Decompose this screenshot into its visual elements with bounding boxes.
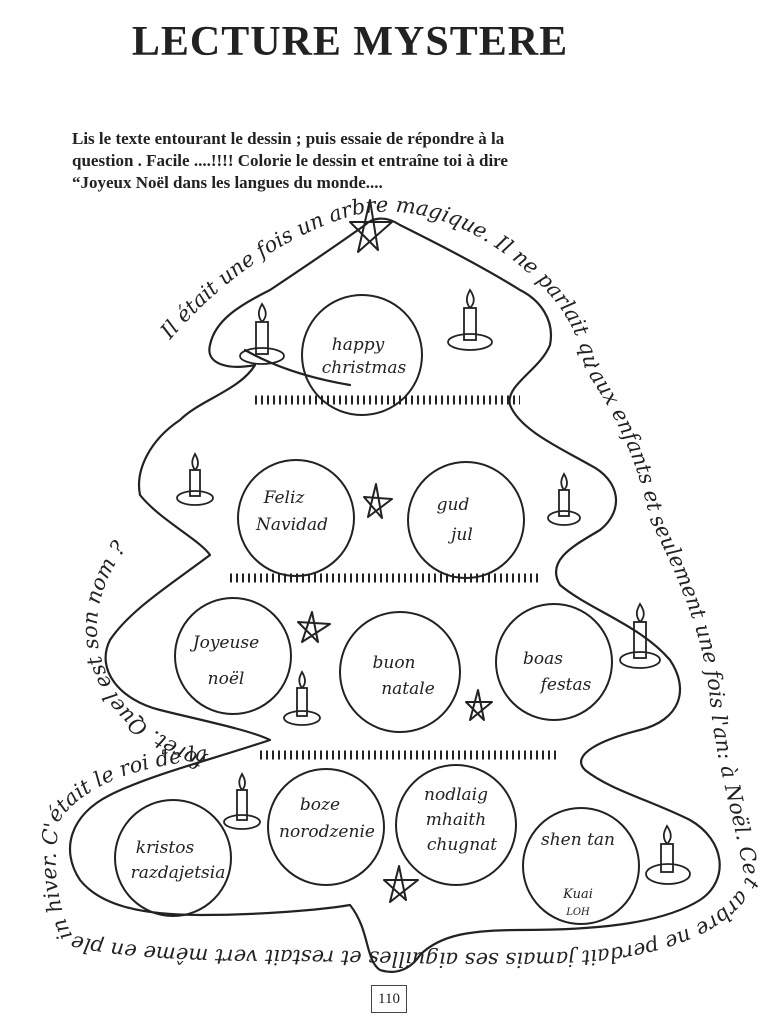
ornament-text: nodlaig xyxy=(424,785,488,805)
ornament-text: mhaith xyxy=(425,810,487,830)
ornament-text: boze xyxy=(299,795,341,815)
candle-icon xyxy=(620,604,660,668)
ornament-text: jul xyxy=(451,525,473,545)
ornament-texts xyxy=(131,335,615,918)
ornament-text: chugnat xyxy=(426,835,498,855)
candle-icon xyxy=(448,290,492,350)
ornament xyxy=(408,462,524,578)
candle-icon xyxy=(240,304,284,364)
star-icon xyxy=(364,484,392,518)
candle-icon xyxy=(224,774,260,829)
ornament-text: buon xyxy=(372,653,416,673)
ornament-text: boas xyxy=(523,649,563,669)
instruction-line: question . Facile ....!!!! Colorie le dessin et entraîne toi à dire xyxy=(72,151,508,170)
star-icon xyxy=(466,690,492,720)
ornament-text: gud xyxy=(436,495,470,515)
ornament-text: Kuai xyxy=(563,887,593,902)
candle-icon xyxy=(284,672,320,725)
ornament-text: natale xyxy=(381,679,435,699)
instruction-line: “Joyeux Noël dans les langues du monde.... xyxy=(72,173,383,192)
ornament-text: Navidad xyxy=(256,515,328,535)
star-icon xyxy=(384,866,418,902)
ornament-text: noël xyxy=(207,669,245,689)
page-number: 110 xyxy=(371,985,407,1013)
ornament-text: happy xyxy=(331,335,385,355)
ornament-text: kristos xyxy=(135,838,195,858)
page-title: LECTURE MYSTERE xyxy=(131,19,569,65)
ornament xyxy=(175,598,291,714)
riddle-text: Il était une fois un arbre magique. Il ne parlait qu'aux enfants et seulement une fois l'an: à Noël. Cet arbre ne perdait jamais ses aiguilles et restait vert même en plein hiver. C'était le roi de la forêt. Quel est son nom ? xyxy=(36,192,764,972)
candle-icon xyxy=(646,826,690,884)
ornament xyxy=(115,800,231,916)
ornament-text: shen tan xyxy=(540,830,616,850)
candle-icon xyxy=(177,454,213,505)
ornament-text: festas xyxy=(540,675,592,695)
ornament-text: Feliz xyxy=(263,488,305,508)
ornament xyxy=(302,295,422,415)
instruction-line: Lis le texte entourant le dessin ; puis essaie de répondre à la xyxy=(72,129,505,148)
candle-icon xyxy=(548,474,580,525)
ornament-text: LOH xyxy=(566,907,590,918)
ornament-text: razdajetsia xyxy=(130,863,226,883)
ornament-text: christmas xyxy=(321,358,407,378)
ornament-text: norodzenie xyxy=(279,822,375,842)
ornament-text: Joyeuse xyxy=(192,633,260,653)
star-icon xyxy=(298,612,330,642)
